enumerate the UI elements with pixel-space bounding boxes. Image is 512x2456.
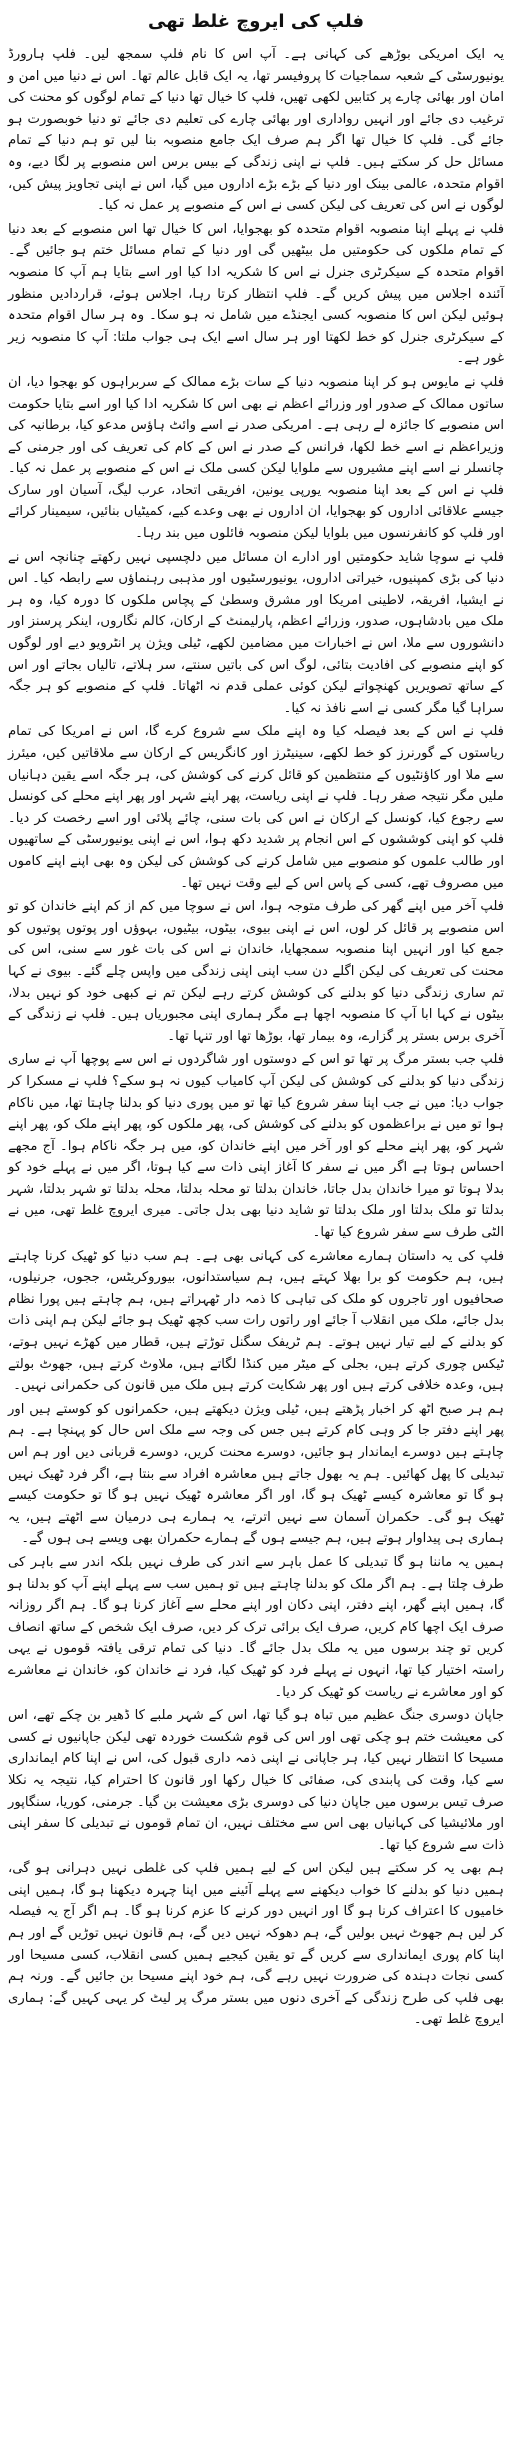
paragraph: فلپ نے سوچا شاید حکومتیں اور ادارے ان مسائل میں دلچسپی نہیں رکھتے چنانچہ اس نے دنیا کی بڑی کمپنیوں، خیراتی اداروں، یونیورسٹیوں اور مذہبی رہنماؤں سے رابطہ کیا۔ اس نے ایشیا، افریقہ، لاطینی امریکا اور مشرق وسطیٰ کے پچاس ملکوں کا دورہ کیا، وہ ہر ملک میں بادشاہوں، صدور، وزرائے اعظم، پارلیمنٹ کے ارکان، کالم نگاروں، اینکر پرسنز اور دانشوروں سے ملا، اس نے اخبارات میں مضامین لکھے، ٹیلی ویژن پر انٹرویو دیے اور لوگوں کو اپنے منصوبے کی افادیت بتائی، لوگ اس کی باتیں سنتے، سر ہلاتے، تالیاں بجاتے اور اس کے ساتھ تصویریں کھنچواتے لیکن کوئی عملی قدم نہ اٹھاتا۔ فلپ کے منصوبے کو ہر جگہ سراہا گیا مگر کسی نے اسے نافذ نہ کیا۔ xyxy=(8,549,504,716)
paragraph: فلپ آخر میں اپنے گھر کی طرف متوجہ ہوا، اس نے سوچا میں کم از کم اپنے خاندان کو تو اس منصوبے پر قائل کر لوں، اس نے اپنی بیوی، بیٹوں، بیٹیوں، بہوؤں اور پوتوں پوتیوں کو جمع کیا اور انہیں اپنا منصوبہ سمجھایا، خاندان نے اس کی بات غور سے سنی، اس کی محنت کی تعریف کی لیکن اگلے دن سب اپنی اپنی زندگی میں واپس چلے گئے۔ بیوی نے کہا تم ساری زندگی دنیا کو بدلنے کی کوشش کرتے رہے لیکن تم نے کبھی خود کو نہیں بدلا، بیٹوں نے کہا ابا آپ کا منصوبہ اچھا ہے مگر ہماری اپنی مجبوریاں ہیں۔ فلپ نے زندگی کے آخری برس بستر پر گزارے، وہ بیمار تھا، بوڑھا تھا اور تنہا تھا۔ xyxy=(8,899,504,1044)
paragraph: ہم ہر صبح اٹھ کر اخبار پڑھتے ہیں، ٹیلی ویژن دیکھتے ہیں، حکمرانوں کو کوستے ہیں اور پھر اپنے دفتر جا کر وہی کام کرتے ہیں جس کی وجہ سے ملک اس حال کو پہنچا ہے۔ ہم چاہتے ہیں دوسرے ایماندار ہو جائیں، دوسرے محنت کریں، دوسرے قربانی دیں اور ہم اس تبدیلی کا پھل کھائیں۔ ہم یہ بھول جاتے ہیں معاشرہ افراد سے بنتا ہے، اگر فرد ٹھیک نہیں ہو گا تو معاشرہ کیسے ٹھیک ہو گا، اور اگر معاشرہ ٹھیک نہیں ہو گا تو حکومت کیسے ٹھیک ہو گی۔ حکمران آسمان سے نہیں اترتے، یہ ہمارے ہی درمیان سے اٹھتے ہیں، یہ ہماری ہی پیداوار ہوتے ہیں، ہم جیسے ہوں گے ہمارے حکمران بھی ویسے ہی ہوں گے۔ xyxy=(8,1401,504,1547)
paragraph: یہ ایک امریکی بوڑھے کی کہانی ہے۔ آپ اس کا نام فلپ سمجھ لیں۔ فلپ ہارورڈ یونیورسٹی کے شعبہ سماجیات کا پروفیسر تھا، یہ ایک قابل عالم تھا۔ اس نے دنیا میں امن و امان اور بھائی چارے پر کتابیں لکھی تھیں، فلپ کا خیال تھا دنیا کے تمام لوگوں کو محنت کی ترغیب دی جائے اور انہیں رواداری اور بھائی چارے کی تعلیم دی جائے تو دنیا خوبصورت ہو جائے گی۔ فلپ کا خیال تھا اگر ہم صرف ایک جامع منصوبہ بنا لیں تو ہم دنیا کے تمام مسائل حل کر سکتے ہیں۔ فلپ نے اپنی زندگی کے بیس برس اس منصوبے پر لگا دیے، وہ اقوام متحدہ، عالمی بینک اور دنیا کے بڑے بڑے اداروں میں گیا، اس نے اپنی تجاویز پیش کیں، لوگوں نے اس کی تعریف کی لیکن کسی نے اس کے منصوبے پر عمل نہ کیا۔ xyxy=(8,47,504,214)
paragraph: فلپ جب بستر مرگ پر تھا تو اس کے دوستوں اور شاگردوں نے اس سے پوچھا آپ نے ساری زندگی دنیا کو بدلنے کی کوشش کی لیکن آپ کامیاب کیوں نہ ہو سکے؟ فلپ نے مسکرا کر جواب دیا: میں نے جب اپنا سفر شروع کیا تھا تو میں پوری دنیا کو بدلنا چاہتا تھا، میں ناکام ہوا تو میں نے براعظموں کو بدلنے کی کوشش کی، پھر ملکوں کو، پھر اپنے ملک کو، پھر اپنے شہر کو، پھر اپنے محلے کو اور آخر میں اپنے خاندان کو، میں ہر جگہ ناکام ہوا۔ آج مجھے احساس ہوتا ہے اگر میں نے سفر کا آغاز اپنی ذات سے کیا ہوتا، اگر میں نے پہلے خود کو بدلا ہوتا تو میرا خاندان بدل جاتا، خاندان بدلتا تو محلہ بدلتا، محلہ بدلتا تو شہر بدلتا، شہر بدلتا تو ملک بدلتا اور ملک بدلتا تو شاید دنیا بھی بدل جاتی۔ میری ایروچ غلط تھی، میں نے الٹی طرف سے سفر شروع کیا تھا۔ xyxy=(8,1052,504,1241)
article-body xyxy=(8,44,504,2031)
article-title: فلپ کی ایروچ غلط تھی xyxy=(148,11,364,32)
paragraph: فلپ کی یہ داستان ہمارے معاشرے کی کہانی بھی ہے۔ ہم سب دنیا کو ٹھیک کرنا چاہتے ہیں، ہم حکومت کو برا بھلا کہتے ہیں، ہم سیاستدانوں، بیوروکریٹس، ججوں، جرنیلوں، صحافیوں اور تاجروں کو ملک کی تباہی کا ذمہ دار ٹھہراتے ہیں، ہم چاہتے ہیں پورا نظام بدل جائے، ملک میں انقلاب آ جائے اور راتوں رات سب کچھ ٹھیک ہو جائے لیکن ہم اپنی ذات کو بدلنے کے لیے تیار نہیں ہوتے۔ ہم ٹریفک سگنل توڑتے ہیں، قطار میں کھڑے نہیں ہوتے، ٹیکس چوری کرتے ہیں، بجلی کے میٹر میں کنڈا لگاتے ہیں، ملاوٹ کرتے ہیں، جھوٹ بولتے ہیں، وعدہ خلافی کرتے ہیں اور پھر شکایت کرتے ہیں ملک میں قانون کی حکمرانی نہیں۔ xyxy=(8,1248,504,1394)
paragraph: ہم بھی یہ کر سکتے ہیں لیکن اس کے لیے ہمیں فلپ کی غلطی نہیں دہرانی ہو گی، ہمیں دنیا کو بدلنے کا خواب دیکھنے سے پہلے آئینے میں اپنا چہرہ دیکھنا ہو گا، ہمیں اپنی خامیوں کا اعتراف کرنا ہو گا اور انہیں دور کرنے کا عزم کرنا ہو گا۔ ہم اگر آج یہ فیصلہ کر لیں ہم جھوٹ نہیں بولیں گے، ہم دھوکہ نہیں دیں گے، ہم قانون نہیں توڑیں گے اور ہم اپنا کام پوری ایمانداری سے کریں گے تو یقین کیجیے ہمیں کسی انقلاب، کسی مسیحا اور کسی نجات دہندہ کی ضرورت نہیں رہے گی، ہم خود اپنے مسیحا بن جائیں گے۔ ورنہ ہم بھی فلپ کی طرح زندگی کے آخری دنوں میں بستر مرگ پر لیٹ کر یہی کہیں گے: ہماری ایروچ غلط تھی۔ xyxy=(8,1861,504,2028)
paragraph: فلپ نے اس کے بعد فیصلہ کیا وہ اپنے ملک سے شروع کرے گا، اس نے امریکا کی تمام ریاستوں کے گورنرز کو خط لکھے، سینیٹرز اور کانگریس کے ارکان سے ملاقاتیں کیں، میئرز سے ملا اور کاؤنٹیوں کے منتظمین کو قائل کرنے کی کوشش کی، ہر جگہ اسے یقین دہانیاں ملیں مگر نتیجہ صفر رہا۔ فلپ نے اپنی ریاست، پھر اپنے شہر اور پھر اپنے محلے کی کونسل سے رجوع کیا، کونسل کے ارکان نے اس کی بات سنی، چائے پلائی اور اسے رخصت کر دیا۔ فلپ کو اپنی کوششوں کے اس انجام پر شدید دکھ ہوا، اس نے اپنی یونیورسٹی کے ساتھیوں اور طالب علموں کو منصوبے میں شامل کرنے کی کوشش کی لیکن وہ بھی اپنے اپنے کاموں میں مصروف تھے، کسی کے پاس اس کے لیے وقت نہیں تھا۔ xyxy=(8,724,504,891)
paragraph: فلپ نے مایوس ہو کر اپنا منصوبہ دنیا کے سات بڑے ممالک کے سربراہوں کو بھجوا دیا، ان ساتوں ممالک کے صدور اور وزرائے اعظم نے بھی اس کا شکریہ ادا کیا اور اسے بتایا حکومت اس منصوبے کا جائزہ لے رہی ہے۔ امریکی صدر نے اسے وائٹ ہاؤس مدعو کیا، برطانیہ کی وزیراعظم نے اسے خط لکھا، فرانس کے صدر نے اس کے کام کی تعریف کی اور جرمنی کے چانسلر نے اسے اپنے مشیروں سے ملوایا لیکن کسی ملک نے اس کے منصوبے پر عمل نہ کیا۔ فلپ نے اس کے بعد اپنا منصوبہ یورپی یونین، افریقی اتحاد، عرب لیگ، آسیان اور سارک جیسے علاقائی اداروں کو بھجوایا، ان اداروں نے بھی وعدے کیے، کمیٹیاں بنائیں، سیمینار کرائے اور فلپ کو کانفرنسوں میں بلوایا لیکن منصوبہ فائلوں میں بند رہا۔ xyxy=(8,374,504,542)
paragraph: فلپ نے پہلے اپنا منصوبہ اقوام متحدہ کو بھجوایا، اس کا خیال تھا اس منصوبے کے بعد دنیا کے تمام ملکوں کی حکومتیں مل بیٹھیں گی اور دنیا کے تمام مسائل ختم ہو جائیں گے۔ اقوام متحدہ کے سیکرٹری جنرل نے اس کا شکریہ ادا کیا اور اسے بتایا ہم آپ کا منصوبہ آئندہ اجلاس میں پیش کریں گے۔ فلپ انتظار کرتا رہا، اجلاس ہوئے، قراردادیں منظور ہوئیں لیکن اس کا منصوبہ کسی ایجنڈے میں شامل نہ ہو سکا۔ وہ ہر سال اقوام متحدہ کے سیکرٹری جنرل کو خط لکھتا اور ہر سال اسے ایک ہی جواب ملتا: آپ کا منصوبہ زیر غور ہے۔ xyxy=(8,221,504,367)
paragraph: ہمیں یہ ماننا ہو گا تبدیلی کا عمل باہر سے اندر کی طرف نہیں بلکہ اندر سے باہر کی طرف چلتا ہے۔ ہم اگر ملک کو بدلنا چاہتے ہیں تو ہمیں سب سے پہلے اپنے آپ کو بدلنا ہو گا، ہمیں اپنے گھر، اپنے دفتر، اپنی دکان اور اپنے محلے سے آغاز کرنا ہو گا۔ ہم اگر روزانہ صرف ایک اچھا کام کریں، صرف ایک برائی ترک کر دیں، صرف ایک شخص کے ساتھ انصاف کریں تو چند برسوں میں یہ ملک بدل جائے گا۔ دنیا کی تمام ترقی یافتہ قوموں نے یہی راستہ اختیار کیا تھا، انہوں نے پہلے فرد کو ٹھیک کیا، فرد نے خاندان کو، خاندان نے معاشرے کو اور معاشرے نے ریاست کو ٹھیک کر دیا۔ xyxy=(8,1554,504,1700)
paragraph: جاپان دوسری جنگ عظیم میں تباہ ہو گیا تھا، اس کے شہر ملبے کا ڈھیر بن چکے تھے، اس کی معیشت ختم ہو چکی تھی اور اس کی قوم شکست خوردہ تھی لیکن جاپانیوں نے کسی مسیحا کا انتظار نہیں کیا، ہر جاپانی نے اپنی ذمہ داری قبول کی، اس نے اپنا کام ایمانداری سے کیا، وقت کی پابندی کی، صفائی کا خیال رکھا اور قانون کا احترام کیا، نتیجہ یہ نکلا صرف تیس برسوں میں جاپان دنیا کی دوسری بڑی معیشت بن گیا۔ جرمنی، کوریا، سنگاپور اور ملائیشیا کی کہانیاں بھی اس سے مختلف نہیں، ان تمام قوموں نے تبدیلی کا سفر اپنی ذات سے شروع کیا تھا۔ xyxy=(8,1708,504,1853)
